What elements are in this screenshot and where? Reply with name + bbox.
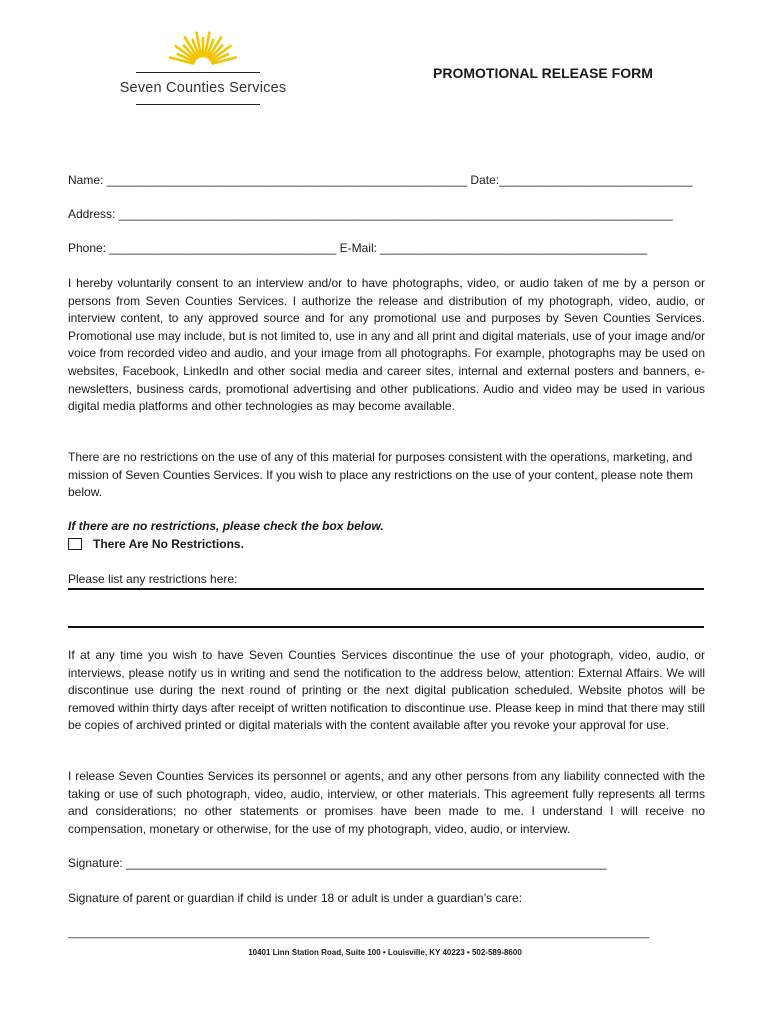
address-field[interactable]: Address: ___________________________________________________________________________________ xyxy=(68,207,673,221)
no-restrictions-option[interactable] xyxy=(68,537,244,551)
guardian-signature-label: Signature of parent or guardian if child is under 18 or adult is under a guardian’s care: xyxy=(68,891,523,905)
consent-paragraph: I hereby voluntarily consent to an interview and/or to have photographs, video, or audio taken of me by a person or persons from Seven Counties Services. I authorize the release and distribution of my photograph, video, audio, or interview content, to any approved source and for any promotional use and purposes by Seven Counties Services. Promotional use may include, but is not limited to, use in any and all print and digital materials, use of your image and/or voice from recorded video and audio, and your image from all photographs. For example, photographs may be used on websites, Facebook, LinkedIn and other social media and career sites, internal and external posters and banners, e-newsletters, business cards, promotional advertising and other publications. Audio and video may be used in various digital media platforms and other technologies as may become available. xyxy=(68,276,706,414)
signature-field[interactable]: Signature: ________________________________________________________________________ xyxy=(68,856,607,870)
sunburst-icon xyxy=(163,28,243,68)
organization-name: Seven Counties Services xyxy=(119,80,287,96)
restrictions-instruction: If there are no restrictions, please check the box below. xyxy=(68,519,384,533)
no-restrictions-label: There Are No Restrictions. xyxy=(93,537,244,551)
form-title: PROMOTIONAL RELEASE FORM xyxy=(433,65,653,81)
restrictions-line-1[interactable] xyxy=(68,588,704,590)
logo-bottom-rule xyxy=(136,104,260,105)
restrictions-info-paragraph: There are no restrictions on the use of any of this material for purposes consistent with the operations, marketing, and mission of Seven Counties Services. If you wish to place any restrictions on the use of your content, please note them below. xyxy=(68,450,693,500)
no-restrictions-checkbox[interactable] xyxy=(68,538,82,550)
logo-top-rule xyxy=(136,72,260,73)
restrictions-list-label: Please list any restrictions here: xyxy=(68,572,238,586)
name-date-field[interactable]: Name: ______________________________________________________ Date:_____________________________ xyxy=(68,173,693,187)
footer-address: 10401 Linn Station Road, Suite 100 • Louisville, KY 40223 • 502-589-8600 xyxy=(248,948,522,957)
release-paragraph: I release Seven Counties Services its personnel or agents, and any other persons from any liability connected with the taking or use of such photograph, video, audio, interview, or other materials. This agreement fully represents all terms and considerations; no other statements or promises have been made to me. I understand I will receive no compensation, monetary or otherwise, for the use of my photograph, video, audio, or interview. xyxy=(68,769,705,836)
organization-logo xyxy=(108,28,298,110)
discontinue-paragraph: If at any time you wish to have Seven Counties Services discontinue the use of your photograph, video, audio, or interviews, please notify us in writing and send the notification to the address below, attention: External Affairs. We will discontinue use during the next round of printing or the next digital publication scheduled. Website photos will be removed within thirty days after receipt of written notification to discontinue use. Please keep in mind that there may still be copies of archived printed or digital materials with the content available after you revoke your approval for use. xyxy=(68,648,705,733)
guardian-signature-field[interactable]: _______________________________________________________________________________________________ xyxy=(68,927,650,939)
phone-email-field[interactable]: Phone: __________________________________ E-Mail: ________________________________________ xyxy=(68,241,648,255)
restrictions-line-2[interactable] xyxy=(68,626,704,628)
